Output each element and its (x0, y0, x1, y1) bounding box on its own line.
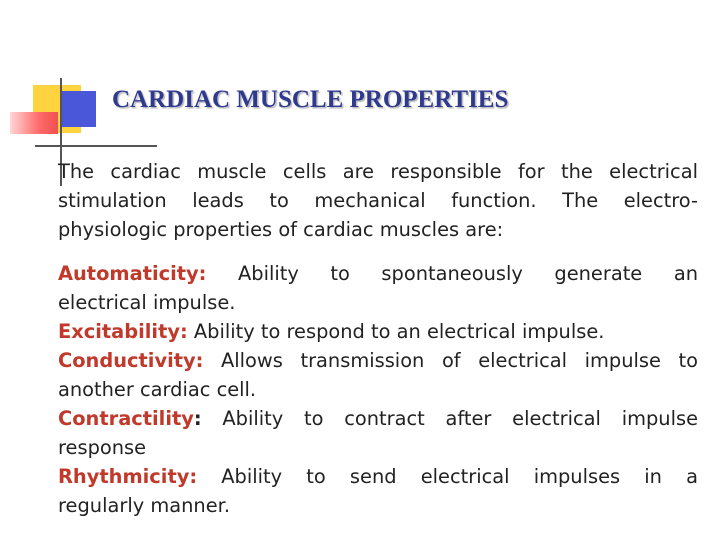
property-term: Automaticity: (58, 262, 207, 285)
property-line (58, 346, 698, 375)
slide-title: CARDIAC MUSCLE PROPERTIES (112, 86, 509, 113)
properties-list (58, 259, 698, 520)
property-line (58, 259, 698, 288)
property-term-suffix: : (193, 407, 202, 430)
intro-paragraph (58, 157, 698, 244)
property-line: another cardiac cell. (58, 378, 257, 401)
property-line: response (58, 436, 147, 459)
decor-blue-square (60, 91, 96, 127)
intro-line: The cardiac muscle cells are responsible for the electrical (58, 160, 698, 183)
property-line: regularly manner. (58, 494, 230, 517)
property-desc: Ability to spontaneously generate an (238, 262, 698, 285)
intro-line: physiologic properties of cardiac muscles are: (58, 218, 504, 241)
property-term: Excitability: (58, 320, 188, 343)
intro-line: stimulation leads to mechanical function. The electro- (58, 189, 698, 212)
property-term: Conductivity: (58, 349, 204, 372)
property-desc: Ability to respond to an electrical impulse. (193, 320, 605, 343)
property-term: Contractility (58, 407, 194, 430)
decor-red-bar (10, 112, 58, 134)
property-desc: Ability to send electrical impulses in a (221, 465, 698, 488)
property-line (58, 317, 698, 346)
property-desc: Ability to contract after electrical impulse (222, 407, 698, 430)
property-term: Rhythmicity: (58, 465, 198, 488)
property-line: electrical impulse. (58, 291, 236, 314)
property-line (58, 462, 698, 491)
property-desc: Allows transmission of electrical impulse to (221, 349, 698, 372)
decor-horizontal-line (35, 145, 157, 147)
property-line (58, 404, 698, 433)
